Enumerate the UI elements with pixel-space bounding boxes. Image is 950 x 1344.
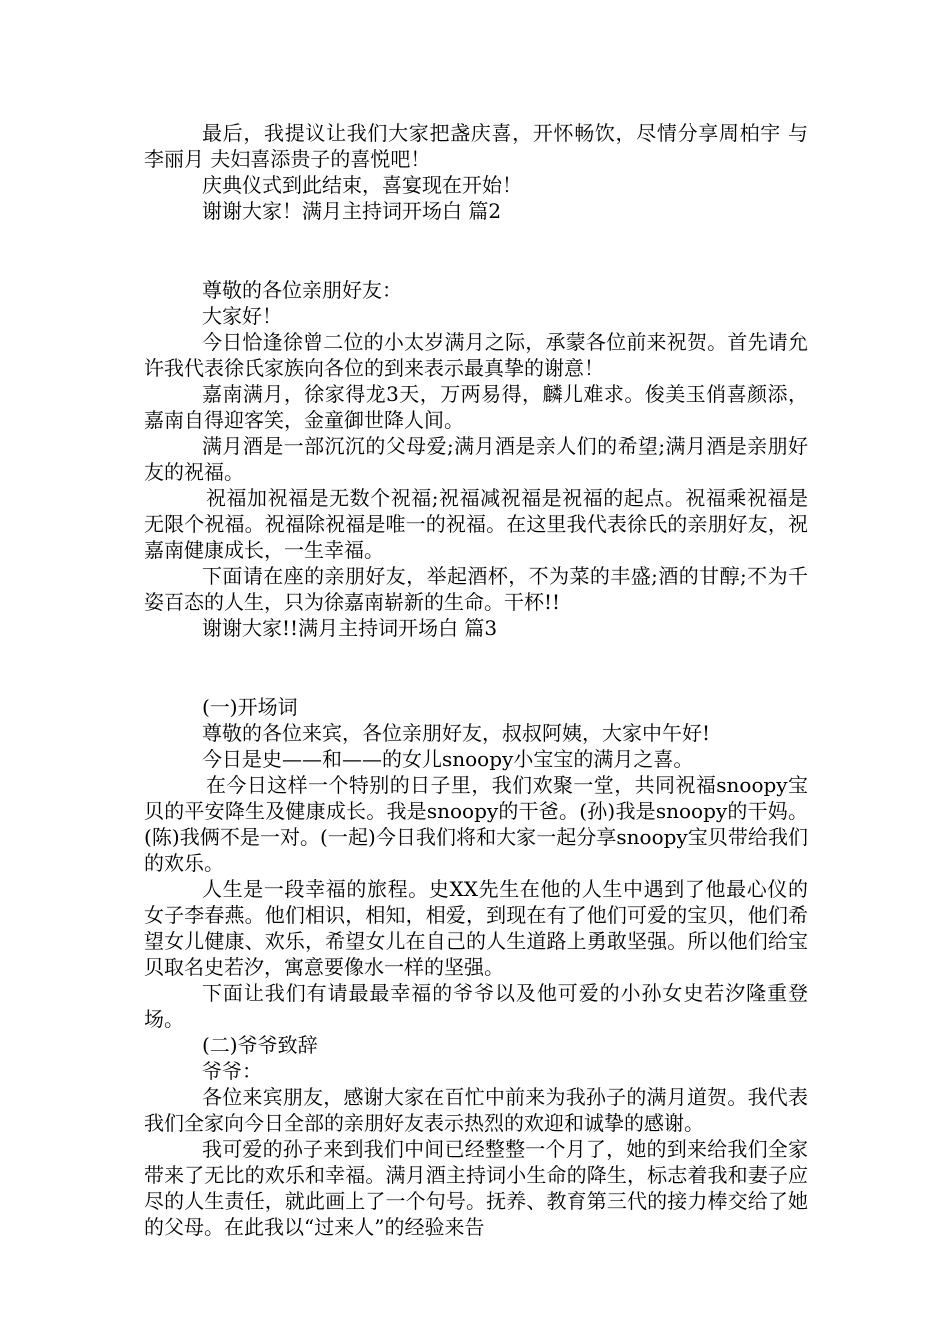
paragraph-thanks: 今日恰逢徐曾二位的小太岁满月之际，承蒙各位前来祝贺。首先请允许我代表徐氏家族向各位的到来表示最真挚的谢意！ xyxy=(144,330,808,380)
paragraph-greeting: 大家好！ xyxy=(202,304,282,328)
paragraph-section-2-title: 谢谢大家！满月主持词开场白 篇2 xyxy=(202,199,502,223)
paragraph-toast: 下面请在座的亲朋好友，举起酒杯，不为菜的丰盛;酒的甘醇;不为千姿百态的人生，只为徐嘉南崭新的生命。干杯!! xyxy=(144,564,808,614)
paragraph-blessings: 祝福加祝福是无数个祝福;祝福减祝福是祝福的起点。祝福乘祝福是无限个祝福。祝福除祝福是唯一的祝福。在这里我代表徐氏的亲朋好友，祝嘉南健康成长，一生幸福。 xyxy=(144,486,808,562)
section-gap xyxy=(144,224,808,277)
paragraph-grandpa-label: 爷爷： xyxy=(202,1059,262,1083)
paragraph-occasion: 今日是史——和——的女儿snoopy小宝宝的满月之喜。 xyxy=(202,747,694,771)
paragraph-section-3-title: 谢谢大家!!满月主持词开场白 篇3 xyxy=(202,616,498,640)
paragraph-jianan: 嘉南满月，徐家得龙3天，万两易得，麟儿难求。俊美玉俏喜颜添，嘉南自得迎客笑，金童御世降人间。 xyxy=(144,382,808,432)
paragraph-gathering: 在今日这样一个特别的日子里，我们欢聚一堂，共同祝福snoopy宝贝的平安降生及健康成长。我是snoopy的干爸。(孙)我是snoopy的干妈。(陈)我俩不是一对。(一起)今日我们将和大家一起分享snoopy宝贝带给我们的欢乐。 xyxy=(144,773,808,875)
paragraph-grandpa-speech: 我可爱的孙子来到我们中间已经整整一个月了，她的到来给我们全家带来了无比的欢乐和幸福。满月酒主持词小生命的降生，标志着我和妻子应尽的人生责任，就此画上了一个句号。抚养、教育第三代的接力棒交给了她的父母。在此我以“过来人”的经验来告 xyxy=(144,1137,808,1239)
paragraph-full-moon-wine: 满月酒是一部沉沉的父母爱;满月酒是亲人们的希望;满月酒是亲朋好友的祝福。 xyxy=(144,434,808,484)
section-gap xyxy=(144,641,808,694)
paragraph-salutation: 尊敬的各位亲朋好友： xyxy=(202,278,402,302)
paragraph-grandpa-thanks: 各位来宾朋友，感谢大家在百忙中前来为我孙子的满月道贺。我代表我们全家向今日全部的亲朋好友表示热烈的欢迎和诚挚的感谢。 xyxy=(144,1085,808,1135)
paragraph-welcome: 尊敬的各位来宾，各位亲朋好友，叔叔阿姨，大家中午好! xyxy=(202,721,711,745)
paragraph-ceremony-end: 庆典仪式到此结束，喜宴现在开始！ xyxy=(202,173,522,197)
paragraph-grandpa-heading: (二)爷爷致辞 xyxy=(202,1033,318,1057)
document-page xyxy=(144,120,808,1240)
paragraph-grandpa-entrance: 下面让我们有请最最幸福的爷爷以及他可爱的小孙女史若汐隆重登场。 xyxy=(144,981,808,1031)
paragraph-closing-toast: 最后，我提议让我们大家把盏庆喜，开怀畅饮，尽情分享周柏宇 与 李丽月 夫妇喜添贵子的喜悦吧！ xyxy=(144,121,808,171)
paragraph-life-journey: 人生是一段幸福的旅程。史XX先生在他的人生中遇到了他最心仪的女子李春燕。他们相识，相知，相爱，到现在有了他们可爱的宝贝，他们希望女儿健康、欢乐，希望女儿在自己的人生道路上勇敢坚强。所以他们给宝贝取名史若汐，寓意要像水一样的坚强。 xyxy=(144,877,808,979)
paragraph-opening-heading: (一)开场词 xyxy=(202,695,298,719)
